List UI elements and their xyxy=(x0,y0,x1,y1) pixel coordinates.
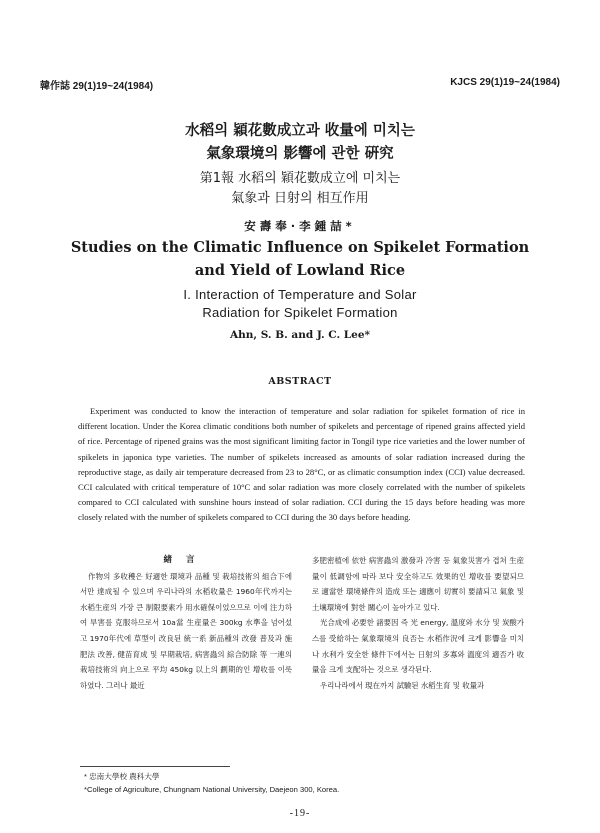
page-number: -19- xyxy=(289,808,311,819)
intro-paragraph: 作物의 多收穫은 好適한 環境과 品種 및 栽培技術의 組合下에서만 達成될 수 있으며 우리나라의 水稻收量은 1960年代까지는 水稻生産의 가장 큰 制限要素가 用水確保이었으므로 이에 注力하여 旱害를 克服하므로서 10a當 生産量은 300kg 水準을 넘어섰고 1970年代에 草型이 改良된 統一系 新品種의 改發 普及과 施肥法 改善, 健苗育成 및 早期栽培, 病害蟲의 綜合防除 等 一連의 栽培技術의 向上으로 平均 450kg 以上의 劃期的인 增收를 이룩하였다. 그러나 最近 xyxy=(80,571,292,690)
english-subtitle-line-2: Radiation for Spikelet Formation xyxy=(202,305,398,320)
korean-title-line-1: 水稻의 穎花數成立과 收量에 미치는 xyxy=(185,123,415,139)
intro-paragraph: 光合成에 必要한 諸要因 즉 光 energy, 溫度와 水分 및 炭酸가스를 受給하는 氣象環境의 良否는 水稻作況에 크게 影響을 미치나 水利가 安全한 條件下에서는 日射의 多寡와 溫度의 適否가 收量을 크게 支配하는 것으로 생각된다. xyxy=(312,618,524,675)
english-authors: Ahn, S. B. and J. C. Lee* xyxy=(229,329,371,341)
korean-subtitle-line-1: 第1報 水稻의 穎花數成立에 미치는 xyxy=(199,171,401,186)
header-journal-en: KJCS 29(1)19~24(1984) xyxy=(450,77,560,88)
english-subtitle xyxy=(0,286,600,322)
english-title xyxy=(0,236,600,282)
english-title-line-2: and Yield of Lowland Rice xyxy=(194,262,406,279)
footnotes xyxy=(84,770,544,796)
korean-title-line-2: 氣象環境의 影響에 관한 硏究 xyxy=(206,146,394,162)
footnote-affiliation-en: *College of Agriculture, Chungnam National University, Daejeon 300, Korea. xyxy=(84,785,340,794)
footnote-affiliation-ko: * 忠南大學校 農科大學 xyxy=(84,772,160,781)
intro-column-right xyxy=(312,553,524,693)
english-subtitle-line-1: I. Interaction of Temperature and Solar xyxy=(183,287,417,302)
intro-column-left xyxy=(80,553,292,693)
header-journal-ko: 韓作誌 29(1)19~24(1984) xyxy=(40,81,154,92)
intro-paragraph-continued: 多肥密植에 依한 病害蟲의 激發과 冷害 등 氣象災害가 겹쳐 生産量이 低調함에 따라 보다 安全하고도 效果的인 增收를 要望되므로 適當한 環境條件의 造成 또는 適應이 切實히 要請되고 氣象 및 土壤環境에 對한 關心이 높아가고 있다. xyxy=(312,556,524,612)
korean-subtitle-line-2: 氣象과 日射의 相互作用 xyxy=(231,191,369,206)
english-title-line-1: Studies on the Climatic Influence on Spikelet Formation xyxy=(70,239,530,256)
abstract-body: Experiment was conducted to know the interaction of temperature and solar radiation for spikelet formation of rice in different location. Under the Korea climatic conditions both number of spikelets and percentage of ripened grains affected yield of rice. Percentage of ripened grains was the most significant limiting factor in Tongil type rice varieties and the lower number of spikelets in japonica type varieties. The number of spikelets increased as amounts of solar radiation increased during the reproductive stage, as daily air temperature decreased from 23 to 28°C, or as climatic consumption index (CCI) value decreased. CCI calculated with critical temperature of 10°C and solar radiation was more closely correlated with the number of spikelets compared to CCI calculated with sunshine hours instead of solar radiation. CCI during the 15 days before heading was more closely related with the number of spikelets compared to CCI during the 30 days before heading. xyxy=(78,406,525,523)
korean-title xyxy=(0,120,600,166)
abstract-heading: ABSTRACT xyxy=(268,376,332,387)
intro-paragraph: 우리나라에서 現在까지 試驗된 水稻生育 및 收量과 xyxy=(320,680,485,690)
running-header xyxy=(40,77,560,92)
footnote-divider xyxy=(80,766,230,767)
intro-heading: 緖言 xyxy=(163,555,209,565)
korean-subtitle xyxy=(0,169,600,209)
korean-authors: 安壽奉·李鍾喆* xyxy=(244,219,356,233)
